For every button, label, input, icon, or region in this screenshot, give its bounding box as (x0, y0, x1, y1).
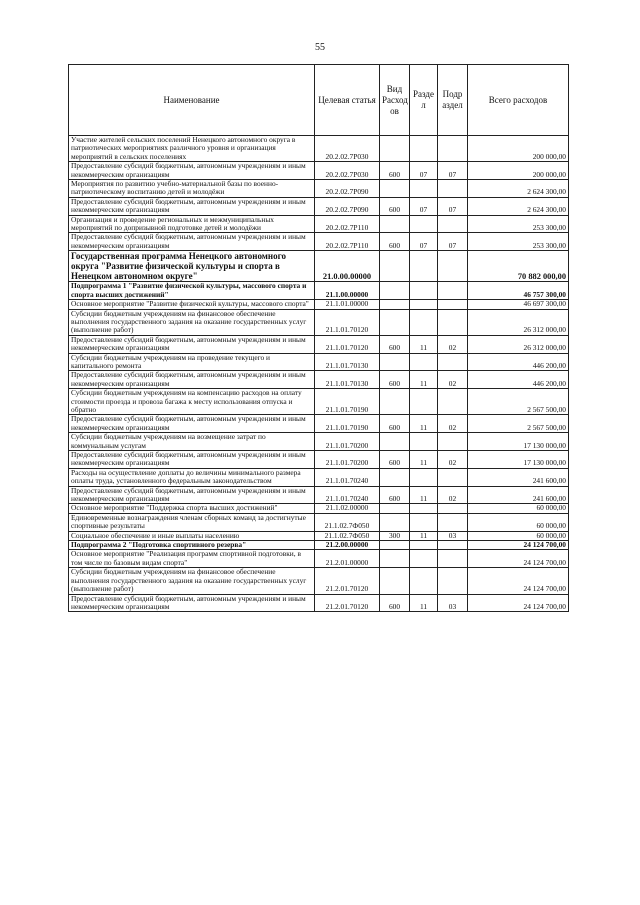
row-expense-type-cell (380, 282, 410, 300)
row-section-cell: 07 (410, 233, 438, 251)
table-row (69, 468, 569, 486)
header-section: Разде л (410, 65, 438, 136)
header-expense-type: Вид Расход ов (380, 65, 410, 136)
row-target-article-cell: 20.2.02.7Р090 (315, 180, 380, 198)
row-amount-cell: 253 300,00 (468, 233, 569, 251)
row-section-cell: 11 (410, 371, 438, 389)
row-name-cell: Предоставление субсидий бюджетным, автономным учреждениям и иным некоммерческим организациям (69, 451, 315, 469)
row-subsection-cell (438, 353, 468, 371)
row-target-article-cell: 21.1.01.70190 (315, 389, 380, 415)
table-row (69, 433, 569, 451)
table-row (69, 233, 569, 251)
row-amount-cell: 17 130 000,00 (468, 433, 569, 451)
row-expense-type-cell (380, 568, 410, 594)
row-name-cell: Субсидии бюджетным учреждениям на компенсацию расходов на оплату стоимости проезда и провоза багажа к месту использования отпуска и обратно (69, 389, 315, 415)
row-section-cell (410, 433, 438, 451)
row-section-cell (410, 468, 438, 486)
row-amount-cell: 46 697 300,00 (468, 300, 569, 309)
row-target-article-cell: 21.2.01.70120 (315, 568, 380, 594)
row-expense-type-cell: 600 (380, 486, 410, 504)
row-subsection-cell: 02 (438, 415, 468, 433)
table-row (69, 309, 569, 335)
row-amount-cell: 24 124 700,00 (468, 568, 569, 594)
table-row (69, 162, 569, 180)
row-section-cell: 11 (410, 451, 438, 469)
row-subsection-cell (438, 180, 468, 198)
row-subsection-cell (438, 282, 468, 300)
row-target-article-cell: 21.1.01.70240 (315, 486, 380, 504)
header-target-article: Целевая статья (315, 65, 380, 136)
row-name-cell: Предоставление субсидий бюджетным, автономным учреждениям и иным некоммерческим организациям (69, 233, 315, 251)
row-name-cell: Организация и проведение региональных и межмуниципальных мероприятий по допризывной подготовке детей и молодёжи (69, 215, 315, 233)
row-section-cell (410, 550, 438, 568)
row-subsection-cell: 07 (438, 162, 468, 180)
row-expense-type-cell (380, 353, 410, 371)
row-expense-type-cell: 600 (380, 233, 410, 251)
row-section-cell (410, 300, 438, 309)
row-section-cell (410, 353, 438, 371)
row-target-article-cell: 21.1.01.70130 (315, 353, 380, 371)
row-amount-cell: 24 124 700,00 (468, 550, 569, 568)
row-subsection-cell (438, 550, 468, 568)
row-name-cell: Предоставление субсидий бюджетным, автономным учреждениям и иным некоммерческим организациям (69, 335, 315, 353)
row-expense-type-cell (380, 180, 410, 198)
row-expense-type-cell: 600 (380, 162, 410, 180)
row-expense-type-cell: 600 (380, 451, 410, 469)
table-row (69, 251, 569, 282)
row-target-article-cell: 21.1.01.70190 (315, 415, 380, 433)
row-name-cell: Государственная программа Ненецкого автономного округа "Развитие физической культуры и спорта в Ненецком автономном округе" (69, 251, 315, 282)
row-subsection-cell (438, 468, 468, 486)
table-row (69, 541, 569, 550)
row-amount-cell: 2 624 300,00 (468, 180, 569, 198)
table-row (69, 197, 569, 215)
row-target-article-cell: 21.1.01.70130 (315, 371, 380, 389)
row-amount-cell: 46 757 300,00 (468, 282, 569, 300)
row-amount-cell: 60 000,00 (468, 531, 569, 540)
header-name: Наименование (69, 65, 315, 136)
table-row (69, 389, 569, 415)
row-expense-type-cell (380, 433, 410, 451)
row-name-cell: Субсидии бюджетным учреждениям на проведение текущего и капитального ремонта (69, 353, 315, 371)
row-target-article-cell: 20.2.02.7Р090 (315, 197, 380, 215)
row-expense-type-cell (380, 468, 410, 486)
row-name-cell: Основное мероприятие "Развитие физической культуры, массового спорта" (69, 300, 315, 309)
table-row (69, 513, 569, 531)
row-section-cell: 11 (410, 486, 438, 504)
row-section-cell (410, 309, 438, 335)
row-expense-type-cell (380, 136, 410, 162)
row-expense-type-cell: 600 (380, 594, 410, 612)
row-amount-cell: 24 124 700,00 (468, 594, 569, 612)
table-row (69, 180, 569, 198)
row-subsection-cell: 07 (438, 197, 468, 215)
row-section-cell: 11 (410, 531, 438, 540)
header-total-expenses: Всего расходов (468, 65, 569, 136)
row-amount-cell: 26 312 000,00 (468, 335, 569, 353)
row-amount-cell: 24 124 700,00 (468, 541, 569, 550)
row-target-article-cell: 20.2.02.7Р030 (315, 162, 380, 180)
row-name-cell: Основное мероприятие "Поддержка спорта высших достижений" (69, 504, 315, 513)
row-amount-cell: 2 567 500,00 (468, 415, 569, 433)
header-subsection: Подр аздел (438, 65, 468, 136)
table-row (69, 594, 569, 612)
row-target-article-cell: 20.2.02.7Р030 (315, 136, 380, 162)
table-row (69, 550, 569, 568)
row-section-cell (410, 180, 438, 198)
table-header-row (69, 65, 569, 136)
row-subsection-cell (438, 309, 468, 335)
row-section-cell: 11 (410, 335, 438, 353)
row-section-cell (410, 513, 438, 531)
row-section-cell: 11 (410, 415, 438, 433)
budget-table (68, 64, 569, 612)
row-expense-type-cell (380, 300, 410, 309)
row-name-cell: Подпрограмма 2 "Подготовка спортивного резерва" (69, 541, 315, 550)
row-section-cell (410, 389, 438, 415)
row-name-cell: Предоставление субсидий бюджетным, автономным учреждениям и иным некоммерческим организациям (69, 197, 315, 215)
row-subsection-cell: 02 (438, 371, 468, 389)
row-subsection-cell (438, 568, 468, 594)
row-name-cell: Расходы на осуществление доплаты до величины минимального размера оплаты труда, установленного федеральным законодательством (69, 468, 315, 486)
table-row (69, 568, 569, 594)
row-name-cell: Социальное обеспечение и иные выплаты населению (69, 531, 315, 540)
page-number: 55 (315, 42, 325, 53)
row-name-cell: Предоставление субсидий бюджетным, автономным учреждениям и иным некоммерческим организациям (69, 486, 315, 504)
row-target-article-cell: 21.1.01.70200 (315, 451, 380, 469)
row-amount-cell: 2 624 300,00 (468, 197, 569, 215)
row-amount-cell: 200 000,00 (468, 162, 569, 180)
row-expense-type-cell (380, 541, 410, 550)
row-amount-cell: 253 300,00 (468, 215, 569, 233)
row-subsection-cell: 03 (438, 531, 468, 540)
row-expense-type-cell (380, 251, 410, 282)
row-name-cell: Единовременные вознаграждения членам сборных команд за достигнутые спортивные результаты (69, 513, 315, 531)
row-expense-type-cell (380, 504, 410, 513)
row-amount-cell: 2 567 500,00 (468, 389, 569, 415)
table-row (69, 451, 569, 469)
row-target-article-cell: 21.2.01.00000 (315, 550, 380, 568)
row-expense-type-cell: 600 (380, 415, 410, 433)
row-target-article-cell: 21.1.02.7Ф050 (315, 513, 380, 531)
row-subsection-cell (438, 513, 468, 531)
row-expense-type-cell (380, 513, 410, 531)
row-subsection-cell (438, 215, 468, 233)
row-target-article-cell: 21.1.00.00000 (315, 282, 380, 300)
row-expense-type-cell: 300 (380, 531, 410, 540)
row-section-cell: 11 (410, 594, 438, 612)
row-expense-type-cell (380, 215, 410, 233)
row-section-cell (410, 568, 438, 594)
row-name-cell: Предоставление субсидий бюджетным, автономным учреждениям и иным некоммерческим организациям (69, 415, 315, 433)
row-target-article-cell: 21.1.01.70120 (315, 309, 380, 335)
table-row (69, 215, 569, 233)
table-row (69, 486, 569, 504)
row-subsection-cell: 07 (438, 233, 468, 251)
row-target-article-cell: 21.1.01.70200 (315, 433, 380, 451)
row-amount-cell: 200 000,00 (468, 136, 569, 162)
table-row (69, 371, 569, 389)
table-body (69, 136, 569, 612)
row-amount-cell: 241 600,00 (468, 468, 569, 486)
row-name-cell: Субсидии бюджетным учреждениям на финансовое обеспечение выполнения государственного задания на оказание государственных услуг (выполнение работ) (69, 568, 315, 594)
row-subsection-cell: 02 (438, 451, 468, 469)
row-target-article-cell: 21.1.01.70120 (315, 335, 380, 353)
row-section-cell (410, 136, 438, 162)
row-section-cell (410, 215, 438, 233)
row-subsection-cell: 03 (438, 594, 468, 612)
row-name-cell: Предоставление субсидий бюджетным, автономным учреждениям и иным некоммерческим организациям (69, 162, 315, 180)
table-row (69, 335, 569, 353)
row-target-article-cell: 21.1.01.70240 (315, 468, 380, 486)
row-section-cell (410, 282, 438, 300)
row-name-cell: Мероприятия по развитию учебно-материальной базы по военно-патриотическому воспитанию детей и молодёжи (69, 180, 315, 198)
row-section-cell: 07 (410, 162, 438, 180)
row-target-article-cell: 21.0.00.00000 (315, 251, 380, 282)
row-target-article-cell: 20.2.02.7Р110 (315, 215, 380, 233)
row-amount-cell: 60 000,00 (468, 504, 569, 513)
row-name-cell: Участие жителей сельских поселений Ненецкого автономного округа в патриотических мероприятиях различного уровня и организация мероприятий в сельских поселениях (69, 136, 315, 162)
row-subsection-cell (438, 504, 468, 513)
row-amount-cell: 446 200,00 (468, 353, 569, 371)
row-section-cell (410, 504, 438, 513)
table-row (69, 504, 569, 513)
row-target-article-cell: 21.2.01.70120 (315, 594, 380, 612)
row-amount-cell: 446 200,00 (468, 371, 569, 389)
table-row (69, 300, 569, 309)
row-subsection-cell (438, 433, 468, 451)
row-expense-type-cell: 600 (380, 197, 410, 215)
row-target-article-cell: 21.1.02.00000 (315, 504, 380, 513)
table-row (69, 136, 569, 162)
row-subsection-cell: 02 (438, 486, 468, 504)
row-amount-cell: 26 312 000,00 (468, 309, 569, 335)
row-name-cell: Субсидии бюджетным учреждениям на возмещение затрат по коммунальным услугам (69, 433, 315, 451)
row-name-cell: Предоставление субсидий бюджетным, автономным учреждениям и иным некоммерческим организациям (69, 371, 315, 389)
table-row (69, 353, 569, 371)
row-name-cell: Основное мероприятие "Реализация программ спортивной подготовки, в том числе по базовым видам спорта" (69, 550, 315, 568)
row-name-cell: Предоставление субсидий бюджетным, автономным учреждениям и иным некоммерческим организациям (69, 594, 315, 612)
row-section-cell (410, 541, 438, 550)
row-amount-cell: 60 000,00 (468, 513, 569, 531)
row-name-cell: Субсидии бюджетным учреждениям на финансовое обеспечение выполнения государственного задания на оказание государственных услуг (выполнение работ) (69, 309, 315, 335)
row-subsection-cell (438, 541, 468, 550)
row-expense-type-cell: 600 (380, 371, 410, 389)
row-subsection-cell: 02 (438, 335, 468, 353)
row-expense-type-cell (380, 309, 410, 335)
row-target-article-cell: 21.2.00.00000 (315, 541, 380, 550)
table-row (69, 282, 569, 300)
row-amount-cell: 70 882 000,00 (468, 251, 569, 282)
row-subsection-cell (438, 389, 468, 415)
row-amount-cell: 241 600,00 (468, 486, 569, 504)
row-section-cell (410, 251, 438, 282)
row-target-article-cell: 21.1.02.7Ф050 (315, 531, 380, 540)
row-subsection-cell (438, 136, 468, 162)
row-section-cell: 07 (410, 197, 438, 215)
row-name-cell: Подпрограмма 1 "Развитие физической культуры, массового спорта и спорта высших достижений" (69, 282, 315, 300)
row-target-article-cell: 20.2.02.7Р110 (315, 233, 380, 251)
row-subsection-cell (438, 300, 468, 309)
table-row (69, 531, 569, 540)
row-target-article-cell: 21.1.01.00000 (315, 300, 380, 309)
table-row (69, 415, 569, 433)
row-subsection-cell (438, 251, 468, 282)
row-expense-type-cell (380, 389, 410, 415)
row-expense-type-cell (380, 550, 410, 568)
row-amount-cell: 17 130 000,00 (468, 451, 569, 469)
row-expense-type-cell: 600 (380, 335, 410, 353)
